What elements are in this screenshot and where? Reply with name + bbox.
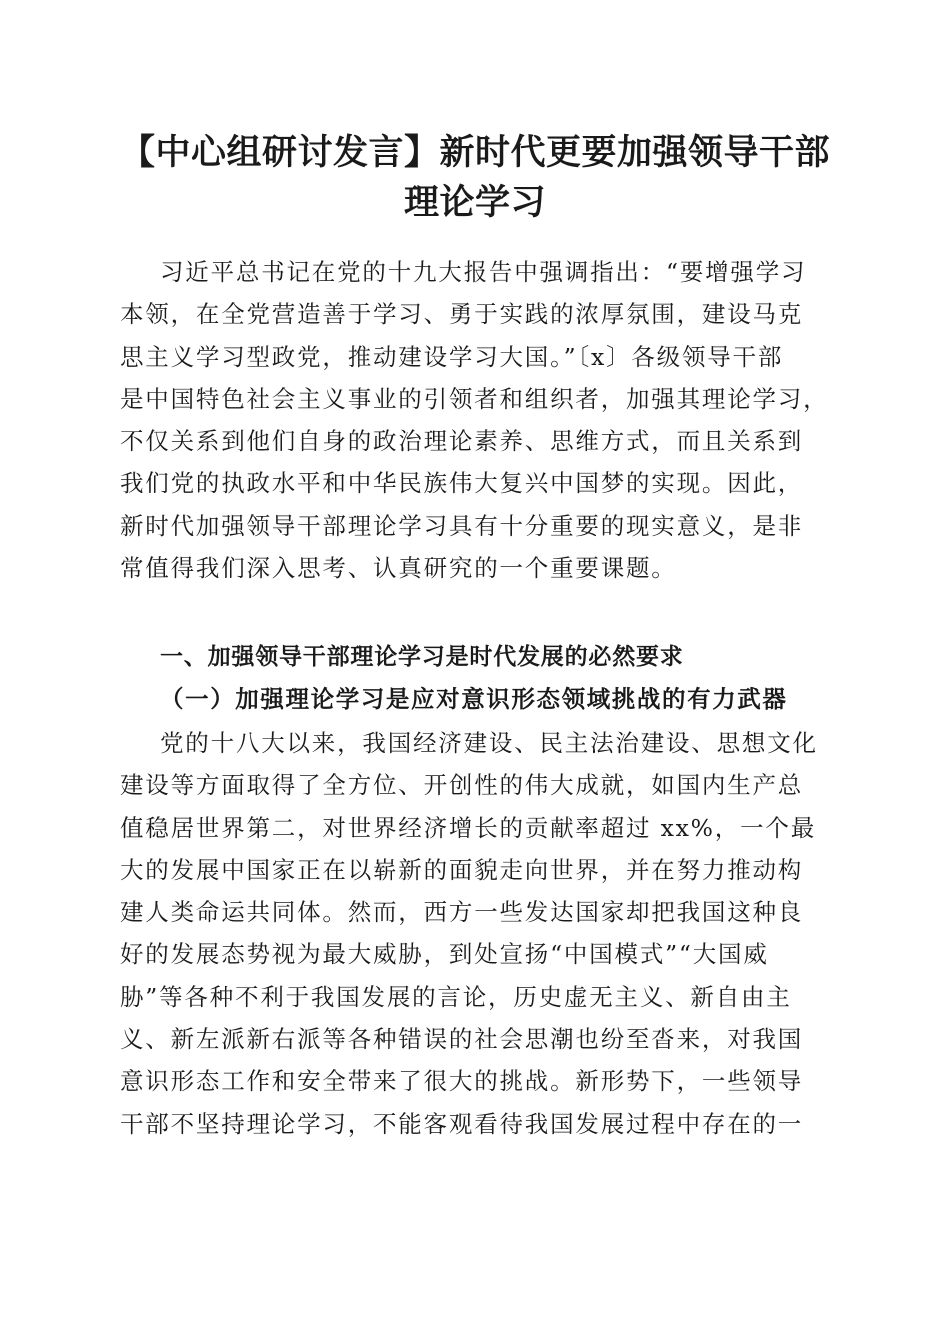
paragraph-line: 干部不坚持理论学习，不能客观看待我国发展过程中存在的一 bbox=[120, 1109, 804, 1138]
paragraph-line: 是中国特色社会主义事业的引领者和组织者，加强其理论学习， bbox=[120, 384, 829, 413]
paragraph-line: 好的发展态势视为最大威胁，到处宣扬“中国模式”“大国威 bbox=[120, 940, 769, 969]
document-title bbox=[95, 128, 855, 228]
paragraph-line: 不仅关系到他们自身的政治理论素养、思维方式，而且关系到 bbox=[120, 427, 804, 456]
section-heading-1: 一、加强领导干部理论学习是时代发展的必然要求 bbox=[160, 644, 684, 670]
paragraph-line: 常值得我们深入思考、认真研究的一个重要课题。 bbox=[120, 554, 677, 583]
paragraph-line: 建人类命运共同体。然而，西方一些发达国家却把我国这种良 bbox=[120, 898, 804, 927]
paragraph-line: 胁”等各种不利于我国发展的言论，历史虚无主义、新自由主 bbox=[120, 982, 792, 1011]
paragraph-line: 建设等方面取得了全方位、开创性的伟大成就，如国内生产总 bbox=[120, 771, 804, 800]
subsection-heading-1-1: （一）加强理论学习是应对意识形态领域挑战的有力武器 bbox=[160, 685, 788, 713]
paragraph-line: 习近平总书记在党的十九大报告中强调指出：“要增强学习 bbox=[160, 258, 807, 286]
paragraph-line: 义、新左派新右派等各种错误的社会思潮也纷至沓来，对我国 bbox=[120, 1025, 804, 1054]
paragraph-line: 思主义学习型政党，推动建设学习大国。”〔x〕各级领导干部 bbox=[120, 342, 784, 371]
title-line-2: 理论学习 bbox=[403, 183, 546, 223]
paragraph-line: 意识形态工作和安全带来了很大的挑战。新形势下，一些领导 bbox=[120, 1067, 804, 1096]
intro-paragraph bbox=[120, 251, 829, 589]
paragraph-line: 值稳居世界第二，对世界经济增长的贡献率超过 xx%，一个最 bbox=[120, 813, 817, 842]
paragraph-line: 党的十八大以来，我国经济建设、民主法治建设、思想文化 bbox=[160, 729, 818, 757]
paragraph-line: 大的发展中国家正在以崭新的面貌走向世界，并在努力推动构 bbox=[120, 855, 804, 884]
title-line-1: 【中心组研讨发言】新时代更要加强领导干部 bbox=[119, 133, 830, 173]
body-paragraph bbox=[120, 722, 826, 1145]
paragraph-line: 新时代加强领导干部理论学习具有十分重要的现实意义，是非 bbox=[120, 511, 804, 540]
paragraph-line: 我们党的执政水平和中华民族伟大复兴中国梦的实现。因此， bbox=[120, 469, 804, 498]
paragraph-line: 本领，在全党营造善于学习、勇于实践的浓厚氛围，建设马克 bbox=[120, 300, 804, 329]
